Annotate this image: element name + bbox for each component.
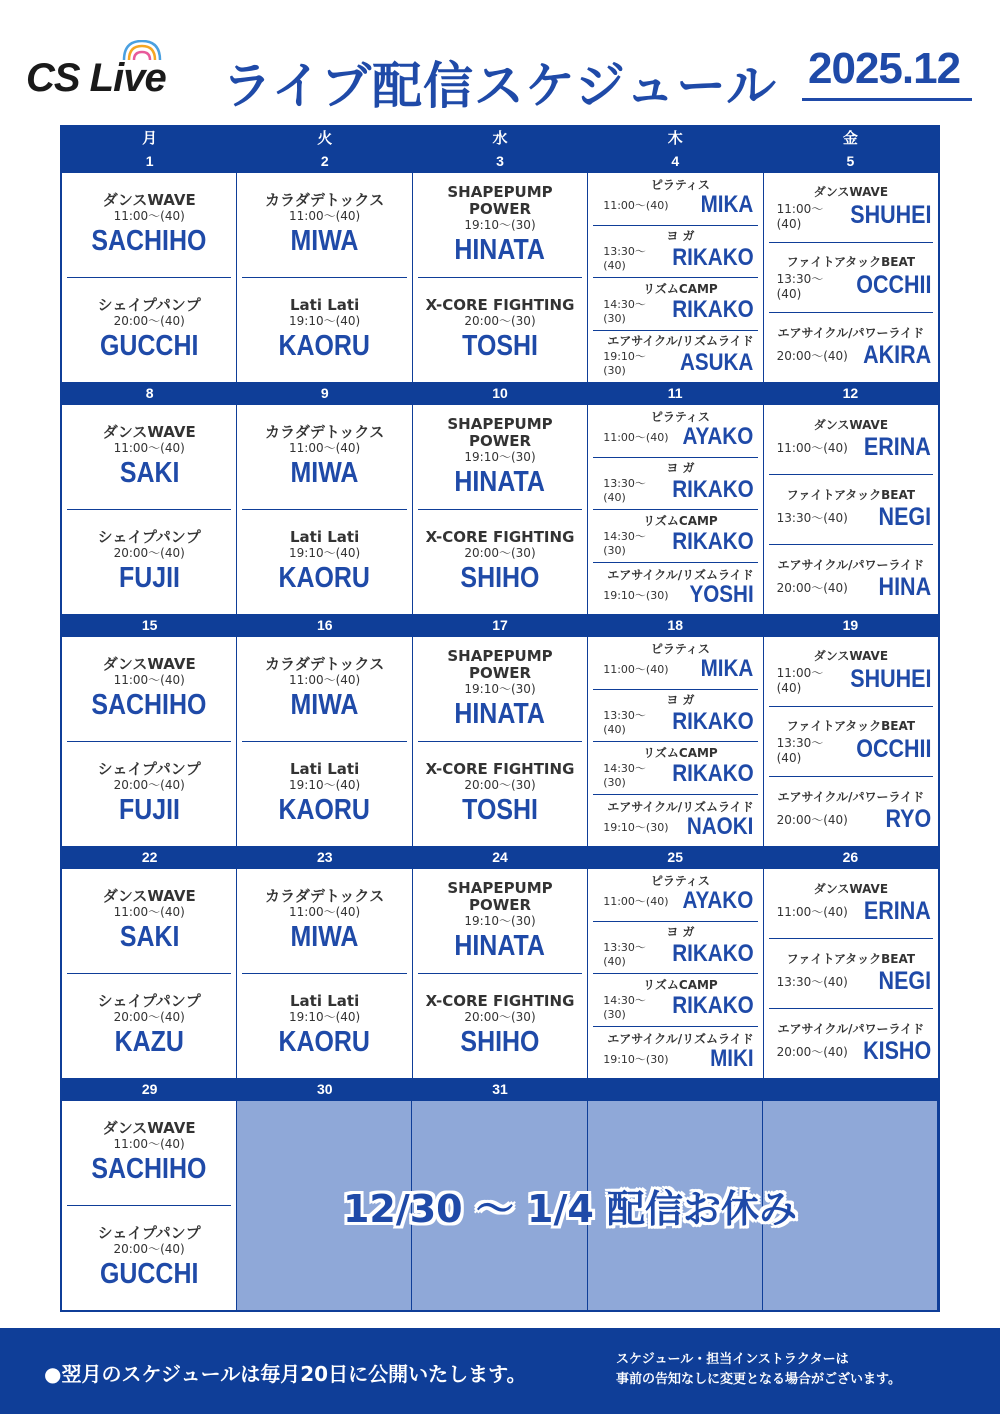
day-cell <box>62 405 237 614</box>
class-time: 11:00～(40) <box>603 431 669 445</box>
class-name: ピラティス <box>650 410 710 425</box>
class-time: 20:00～(40) <box>776 580 848 595</box>
class-slot <box>769 313 933 382</box>
class-slot <box>593 690 757 743</box>
class-slot <box>67 405 231 510</box>
date-number: 30 <box>317 1081 333 1097</box>
day-cell <box>588 173 763 382</box>
instructor-name: RIKAKO <box>672 243 754 271</box>
class-name: SHAPEPUMP POWER <box>447 646 553 682</box>
class-name: シェイプパンプ <box>97 528 201 546</box>
class-slot <box>418 278 582 382</box>
instructor-name: RIKAKO <box>672 707 754 735</box>
class-name: SHAPEPUMP POWER <box>447 414 553 450</box>
class-slot <box>67 510 231 614</box>
class-name: シェイプパンプ <box>97 760 201 778</box>
class-name: ピラティス <box>650 874 710 889</box>
class-time: 19:10～(30) <box>603 350 646 378</box>
class-name: ダンスWAVE <box>102 887 196 905</box>
class-time: 20:00～(40) <box>113 1242 185 1256</box>
date-number: 4 <box>671 153 680 169</box>
day-cells-row <box>62 173 938 382</box>
instructor-name: FUJII <box>118 562 180 594</box>
class-slot <box>242 173 406 278</box>
class-slot <box>769 707 933 777</box>
class-time: 19:10～(40) <box>289 546 361 560</box>
class-time: 13:30～(40) <box>603 941 646 969</box>
instructor-name: ASUKA <box>680 348 754 376</box>
class-time: 20:00～(40) <box>113 1010 185 1024</box>
class-slot <box>242 278 406 382</box>
class-name: ダンスWAVE <box>102 423 196 441</box>
class-name: リズムCAMP <box>643 745 718 760</box>
year-month-underline <box>802 98 972 101</box>
class-time: 13:30～(40) <box>776 510 848 525</box>
class-slot <box>593 405 757 458</box>
instructor-name: TOSHI <box>462 794 538 826</box>
instructor-name: ERINA <box>864 897 932 925</box>
class-name: SHAPEPUMP POWER <box>447 182 553 218</box>
date-number: 2 <box>320 153 329 169</box>
class-slot <box>242 637 406 742</box>
date-number: 12 <box>842 385 859 401</box>
instructor-name: ERINA <box>864 433 932 461</box>
day-cells-row <box>62 405 938 614</box>
instructor-name: SACHIHO <box>91 1153 207 1185</box>
day-cell <box>62 637 237 846</box>
class-name: シェイプパンプ <box>97 296 201 314</box>
day-cells-row <box>62 637 938 846</box>
instructor-name: GUCCHI <box>100 330 199 362</box>
class-name: エアサイクル/パワーライド <box>777 1022 925 1036</box>
class-time: 20:00～(40) <box>113 546 185 560</box>
instructor-name: RIKAKO <box>672 760 754 788</box>
date-number <box>763 1078 938 1101</box>
instructor-name: RIKAKO <box>672 939 754 967</box>
page-title: ライブ配信スケジュール <box>222 57 777 115</box>
instructor-name: KAORU <box>278 562 371 594</box>
class-time: 20:00～(40) <box>776 348 848 363</box>
class-time: 11:00～(40) <box>289 209 361 223</box>
instructor-name: HINATA <box>454 697 546 730</box>
class-slot <box>418 405 582 510</box>
class-slot <box>769 545 933 614</box>
class-slot <box>593 173 757 226</box>
class-name: エアサイクル/パワーライド <box>777 790 925 804</box>
instructor-name: MIKI <box>710 1044 754 1072</box>
class-slot <box>67 173 231 278</box>
class-time: 14:30～(30) <box>603 993 646 1021</box>
instructor-name: KAORU <box>278 794 371 826</box>
class-name: リズムCAMP <box>643 977 718 992</box>
class-time: 11:00～(40) <box>113 1137 185 1151</box>
class-name: シェイプパンプ <box>97 992 201 1010</box>
class-time: 11:00～(40) <box>113 441 185 455</box>
class-time: 11:00～(40) <box>603 199 669 213</box>
class-name: ファイトアタックBEAT <box>786 488 916 502</box>
day-cell <box>413 405 588 614</box>
date-number: 26 <box>842 849 859 865</box>
day-cell <box>588 869 763 1078</box>
instructor-name: MIWA <box>290 921 359 953</box>
class-time: 20:00～(30) <box>464 778 536 792</box>
weekday-tue: 火 <box>317 129 333 147</box>
instructor-name: MIWA <box>290 689 359 721</box>
date-number: 22 <box>141 849 158 865</box>
date-row <box>62 150 938 173</box>
class-slot <box>67 869 231 974</box>
instructor-name: MIKA <box>700 655 754 683</box>
date-number: 5 <box>846 153 855 169</box>
class-slot <box>769 939 933 1009</box>
class-time: 11:00～(40) <box>113 209 185 223</box>
class-time: 20:00～(40) <box>776 1044 848 1059</box>
class-time: 14:30～(30) <box>603 529 646 557</box>
date-number: 16 <box>317 617 333 633</box>
date-number: 19 <box>842 617 859 633</box>
day-cell <box>764 869 938 1078</box>
footer <box>0 1328 1000 1414</box>
instructor-name: NEGI <box>878 967 932 995</box>
class-time: 20:00～(30) <box>464 546 536 560</box>
class-slot <box>593 795 757 847</box>
instructor-name: OCCHII <box>855 735 932 763</box>
instructor-name: SAKI <box>119 457 179 489</box>
class-name: リズムCAMP <box>643 513 718 528</box>
date-number: 3 <box>496 153 504 169</box>
class-time: 11:00～(40) <box>289 673 361 687</box>
class-name: カラダデトックス <box>264 423 385 441</box>
class-slot <box>67 1101 231 1206</box>
class-slot <box>418 173 582 278</box>
class-name: ダンスWAVE <box>813 418 889 432</box>
date-number: 25 <box>667 849 683 865</box>
class-slot <box>593 331 757 383</box>
class-name: エアサイクル/パワーライド <box>777 558 925 572</box>
cs-live-logo: CS Live <box>26 56 166 100</box>
instructor-name: SHIHO <box>460 562 540 594</box>
class-slot <box>593 563 757 615</box>
class-slot <box>769 475 933 545</box>
class-name: ダンスWAVE <box>102 655 196 673</box>
class-name: ダンスWAVE <box>102 191 196 209</box>
date-row <box>62 614 938 637</box>
date-number: 9 <box>320 385 329 401</box>
class-time: 11:00～(40) <box>113 673 185 687</box>
day-cell <box>62 1101 237 1310</box>
class-time: 14:30～(30) <box>603 761 646 789</box>
instructor-name: RIKAKO <box>672 992 754 1020</box>
class-name: Lati Lati <box>290 528 360 546</box>
class-name: Lati Lati <box>290 760 360 778</box>
class-slot <box>593 869 757 922</box>
class-slot <box>769 777 933 846</box>
class-name: カラダデトックス <box>264 655 385 673</box>
class-name: ダンスWAVE <box>813 184 889 199</box>
instructor-name: HINA <box>878 573 932 601</box>
weekday-mon: 月 <box>142 129 158 147</box>
class-name: ヨ ガ <box>666 925 695 940</box>
class-time: 19:10～(30) <box>464 913 536 928</box>
class-name: X-CORE FIGHTING <box>425 296 575 314</box>
day-cell <box>764 405 938 614</box>
class-time: 19:10～(40) <box>289 314 361 328</box>
class-slot <box>593 458 757 511</box>
day-cell <box>588 637 763 846</box>
class-name: X-CORE FIGHTING <box>425 528 575 546</box>
class-time: 13:30～(40) <box>776 271 824 301</box>
class-slot <box>769 405 933 475</box>
class-slot <box>769 173 933 243</box>
class-time: 11:00～(40) <box>603 663 669 677</box>
class-name: ヨ ガ <box>666 461 695 476</box>
class-time: 13:30～(40) <box>603 477 646 505</box>
class-name: SHAPEPUMP POWER <box>447 878 553 914</box>
class-slot <box>418 742 582 846</box>
class-time: 19:10～(30) <box>603 820 669 834</box>
instructor-name: NEGI <box>878 503 932 531</box>
class-slot <box>242 869 406 974</box>
class-time: 20:00～(30) <box>464 1010 536 1024</box>
schedule-calendar <box>60 125 940 1312</box>
class-name: ダンスWAVE <box>102 1119 196 1137</box>
day-cell <box>588 405 763 614</box>
week-row <box>62 150 938 382</box>
class-time: 11:00～(40) <box>776 201 824 231</box>
date-number: 31 <box>492 1081 508 1097</box>
class-time: 11:00～(40) <box>289 905 361 919</box>
instructor-name: SHIHO <box>460 1026 540 1058</box>
class-slot <box>418 869 582 974</box>
class-slot <box>67 742 231 846</box>
class-time: 19:10～(30) <box>464 217 536 232</box>
instructor-name: OCCHII <box>855 271 932 299</box>
class-slot <box>67 974 231 1078</box>
date-number: 1 <box>145 153 154 169</box>
instructor-name: RIKAKO <box>672 296 754 324</box>
class-name: ダンスWAVE <box>813 882 889 896</box>
instructor-name: RYO <box>885 805 932 833</box>
instructor-name: SACHIHO <box>91 689 207 721</box>
class-slot <box>593 974 757 1027</box>
class-time: 11:00～(40) <box>289 441 361 455</box>
instructor-name: KAORU <box>278 1026 371 1058</box>
day-cell <box>413 173 588 382</box>
weekday-header <box>62 127 938 150</box>
class-slot <box>593 922 757 975</box>
date-number: 24 <box>492 849 508 865</box>
class-name: ファイトアタックBEAT <box>786 254 916 269</box>
class-name: Lati Lati <box>290 296 360 314</box>
class-slot <box>67 278 231 382</box>
class-time: 19:10～(30) <box>464 681 536 696</box>
class-name: エアサイクル/パワーライド <box>777 326 925 340</box>
class-slot <box>769 243 933 313</box>
day-cell <box>237 173 412 382</box>
date-number: 8 <box>145 385 154 401</box>
class-time: 19:10～(30) <box>464 449 536 464</box>
day-cell <box>413 869 588 1078</box>
class-time: 11:00～(40) <box>776 904 848 919</box>
class-time: 11:00～(40) <box>776 440 848 455</box>
week-row <box>62 846 938 1078</box>
instructor-name: MIWA <box>290 457 359 489</box>
year-month: 2025.12 <box>808 44 961 93</box>
class-slot <box>593 742 757 795</box>
day-cell <box>237 869 412 1078</box>
instructor-name: KAZU <box>114 1026 184 1058</box>
class-name: X-CORE FIGHTING <box>425 992 575 1010</box>
class-slot <box>769 1009 933 1078</box>
class-name: リズムCAMP <box>643 281 718 296</box>
date-number <box>588 1078 763 1101</box>
class-name: ヨ ガ <box>666 693 695 708</box>
instructor-name: SHUHEI <box>849 665 932 693</box>
weekday-thu: 木 <box>667 129 683 147</box>
class-time: 13:30～(40) <box>603 245 646 273</box>
day-cell <box>413 637 588 846</box>
day-cell <box>764 173 938 382</box>
class-time: 13:30～(40) <box>603 709 646 737</box>
instructor-name: RIKAKO <box>672 475 754 503</box>
class-time: 13:30～(40) <box>776 735 824 765</box>
class-name: エアサイクル/リズムライド <box>607 567 754 582</box>
class-name: カラダデトックス <box>264 887 385 905</box>
class-name: エアサイクル/リズムライド <box>607 799 754 814</box>
class-name: エアサイクル/リズムライド <box>607 1031 754 1046</box>
class-time: 11:00～(40) <box>603 895 669 909</box>
class-slot <box>593 278 757 331</box>
date-row <box>62 382 938 405</box>
instructor-name: AYAKO <box>682 423 754 451</box>
date-number: 10 <box>492 385 508 401</box>
holiday-notice: 12/30 ～ 1/4 配信お休み <box>342 1187 798 1231</box>
instructor-name: AKIRA <box>862 341 932 369</box>
class-time: 20:00～(40) <box>776 812 848 827</box>
instructor-name: NAOKI <box>687 812 754 840</box>
day-cell <box>237 637 412 846</box>
class-slot <box>418 637 582 742</box>
class-slot <box>67 637 231 742</box>
class-time: 19:10～(30) <box>603 588 669 602</box>
weekday-fri: 金 <box>842 129 858 147</box>
class-time: 11:00～(40) <box>113 905 185 919</box>
class-name: ピラティス <box>650 178 710 193</box>
class-slot <box>593 1027 757 1079</box>
date-number: 18 <box>667 617 683 633</box>
footer-publish-note: ●翌月のスケジュールは毎月20日に公開いたします。 <box>44 1362 527 1386</box>
class-name: ダンスWAVE <box>813 648 889 663</box>
class-name: ヨ ガ <box>666 229 695 244</box>
date-number: 15 <box>141 617 158 633</box>
class-time: 20:00～(40) <box>113 778 185 792</box>
class-name: Lati Lati <box>290 992 360 1010</box>
page-header <box>0 0 1000 120</box>
instructor-name: GUCCHI <box>99 1258 199 1290</box>
class-slot <box>769 637 933 707</box>
instructor-name: MIKA <box>700 191 754 219</box>
instructor-name: KAORU <box>278 330 371 362</box>
class-time: 14:30～(30) <box>603 297 646 325</box>
class-name: シェイプパンプ <box>97 1224 201 1242</box>
class-slot <box>67 1206 231 1310</box>
day-cell <box>62 869 237 1078</box>
weekday-wed: 水 <box>492 129 508 147</box>
instructor-name: MIWA <box>290 225 359 257</box>
date-number: 29 <box>141 1081 158 1097</box>
week-row <box>62 382 938 614</box>
date-row <box>62 846 938 869</box>
instructor-name: HINATA <box>454 929 546 962</box>
instructor-name: SACHIHO <box>91 225 207 257</box>
class-time: 19:10～(30) <box>603 1052 669 1066</box>
week-row <box>62 614 938 846</box>
footer-change-note-line1: スケジュール・担当インストラクターは <box>616 1352 849 1367</box>
class-name: ピラティス <box>650 642 710 657</box>
class-slot <box>418 510 582 614</box>
class-slot <box>242 510 406 614</box>
class-time: 11:00～(40) <box>776 665 824 695</box>
day-cell <box>237 405 412 614</box>
instructor-name: RIKAKO <box>672 528 754 556</box>
date-number: 23 <box>317 849 333 865</box>
class-name: ファイトアタックBEAT <box>786 718 916 733</box>
broadcast-icon <box>120 40 164 64</box>
day-cell <box>764 637 938 846</box>
instructor-name: SAKI <box>119 921 179 953</box>
class-slot <box>769 869 933 939</box>
footer-change-note <box>616 1350 986 1390</box>
instructor-name: SHUHEI <box>849 201 932 229</box>
class-slot <box>242 405 406 510</box>
class-time: 19:10～(40) <box>289 778 361 792</box>
footer-change-note-line2: 事前の告知なしに変更となる場合がございます。 <box>616 1372 901 1387</box>
class-time: 20:00～(30) <box>464 314 536 328</box>
instructor-name: TOSHI <box>462 330 538 362</box>
instructor-name: HINATA <box>454 465 546 498</box>
instructor-name: HINATA <box>454 233 546 266</box>
class-time: 19:10～(40) <box>289 1010 361 1024</box>
date-number: 17 <box>492 617 508 633</box>
class-slot <box>593 226 757 279</box>
date-row <box>62 1078 938 1101</box>
class-time: 20:00～(40) <box>113 314 185 328</box>
instructor-name: YOSHI <box>689 580 754 608</box>
instructor-name: AYAKO <box>682 887 754 915</box>
class-name: ファイトアタックBEAT <box>786 952 916 966</box>
day-cell <box>62 173 237 382</box>
date-number: 11 <box>667 385 683 401</box>
class-slot <box>593 510 757 563</box>
class-slot <box>593 637 757 690</box>
class-name: X-CORE FIGHTING <box>425 760 575 778</box>
instructor-name: FUJII <box>118 794 180 826</box>
class-slot <box>242 742 406 846</box>
instructor-name: KISHO <box>862 1037 932 1065</box>
class-slot <box>418 974 582 1078</box>
class-name: エアサイクル/リズムライド <box>607 334 754 349</box>
class-slot <box>242 974 406 1078</box>
class-name: カラダデトックス <box>264 191 385 209</box>
class-time: 13:30～(40) <box>776 974 848 989</box>
day-cells-row <box>62 869 938 1078</box>
